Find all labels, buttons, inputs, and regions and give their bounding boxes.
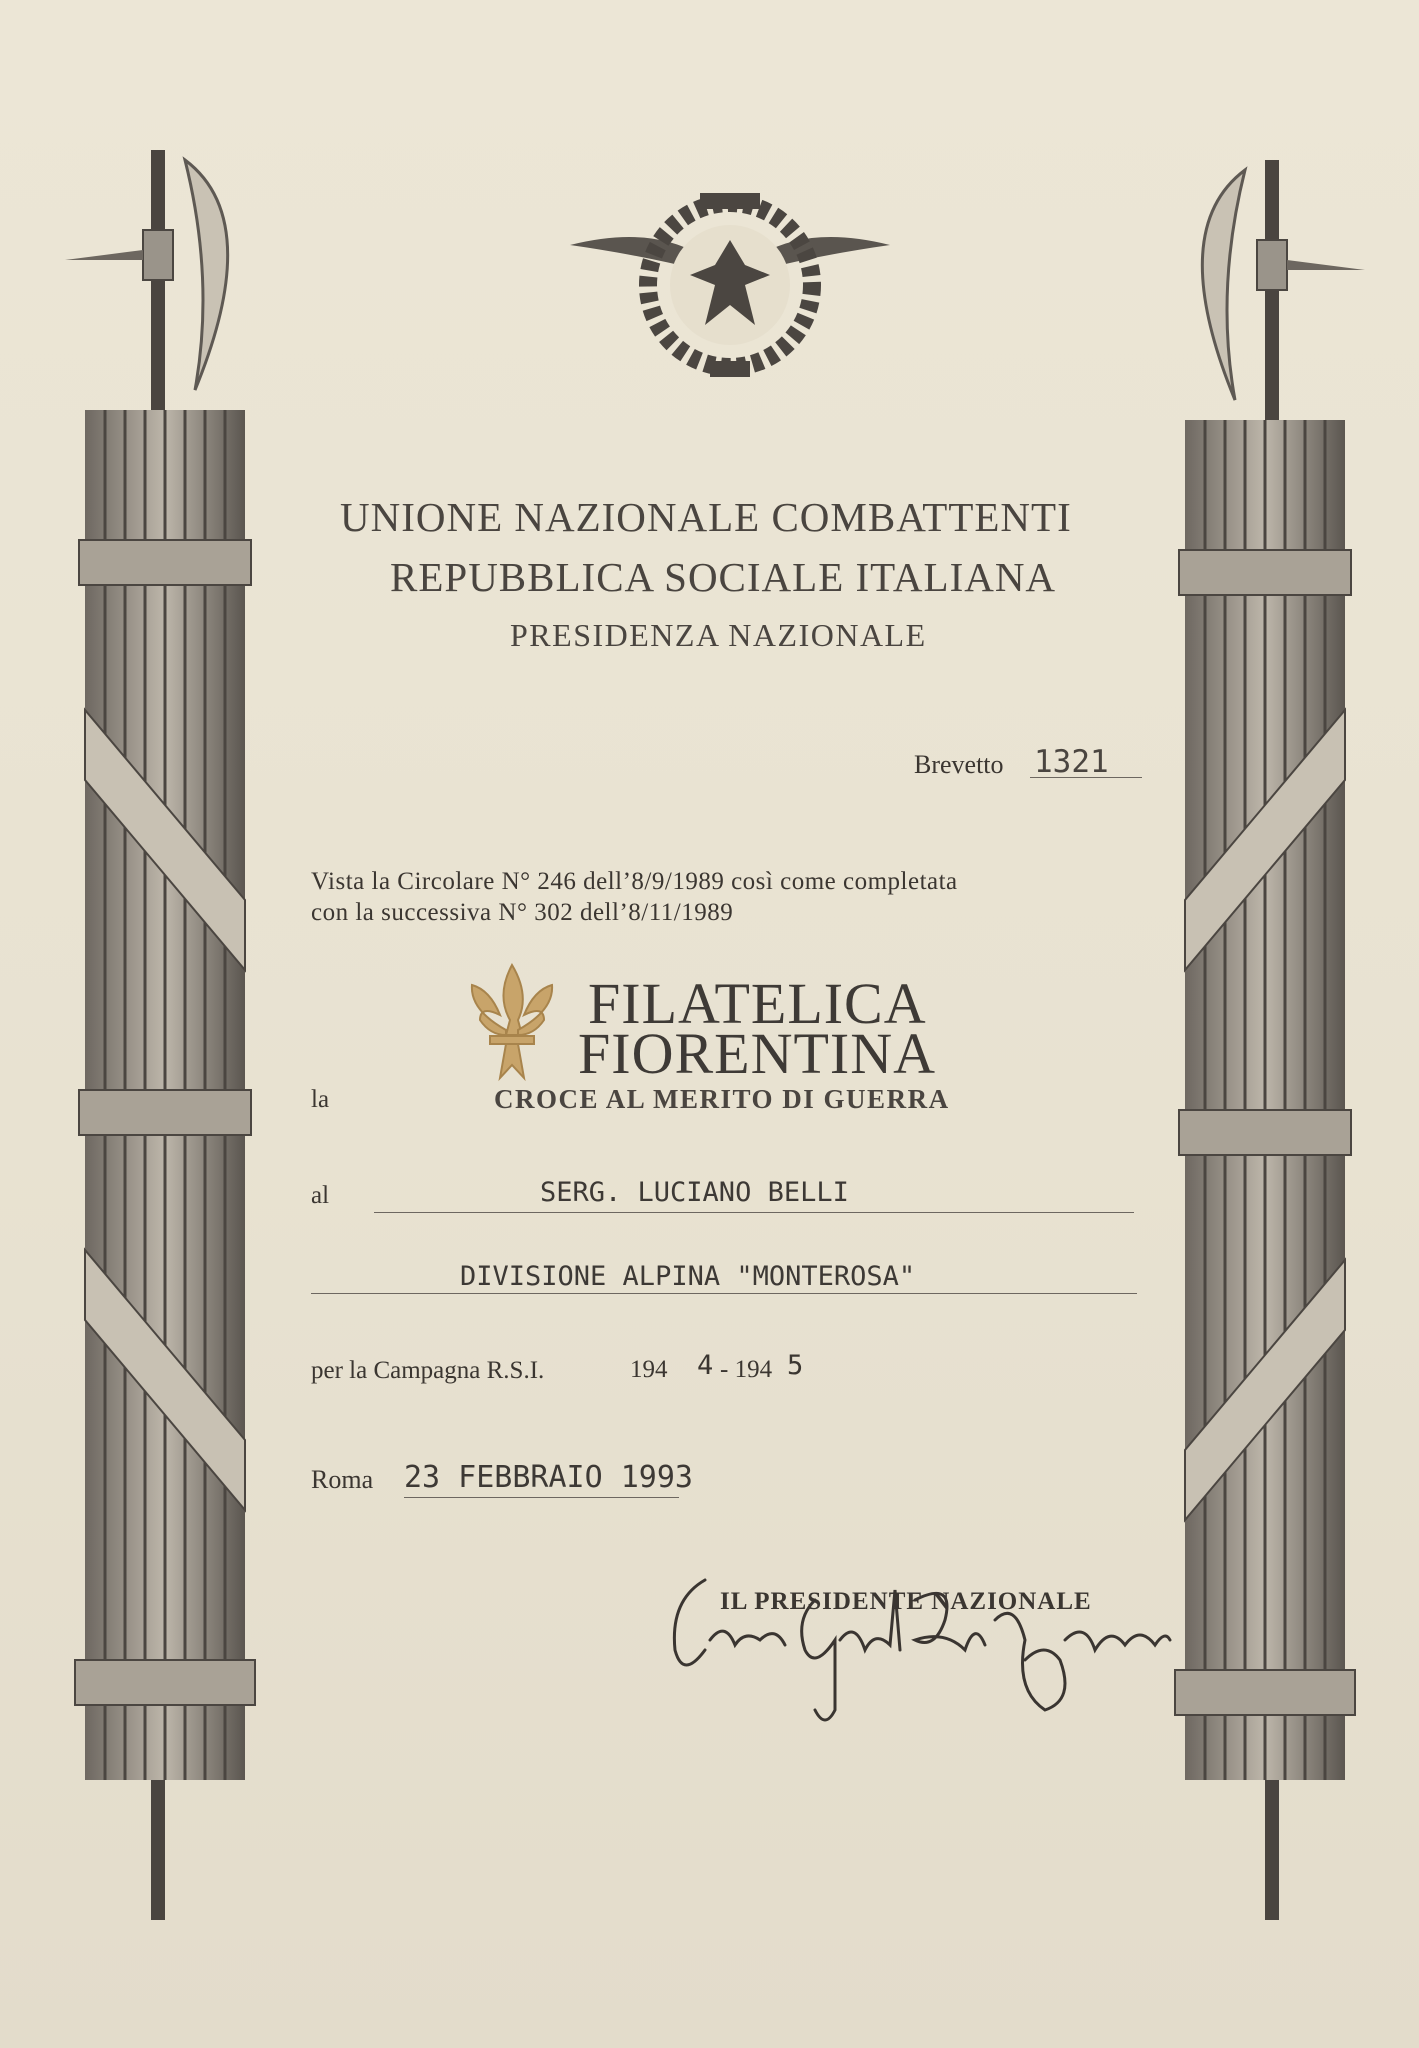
place-label: Roma bbox=[311, 1465, 374, 1494]
recipient-prefix: al bbox=[311, 1182, 330, 1209]
award-prefix: la bbox=[311, 1086, 330, 1113]
fasces-right-icon bbox=[1165, 150, 1365, 1930]
date-underline bbox=[404, 1497, 679, 1498]
recipient-unit: DIVISIONE ALPINA "MONTEROSA" bbox=[460, 1261, 916, 1292]
campaign-year1-written: 4 bbox=[697, 1350, 714, 1381]
brevetto-underline bbox=[1030, 777, 1142, 778]
eagle-emblem-icon bbox=[570, 185, 890, 385]
brevetto-number: 1321 bbox=[1034, 744, 1109, 780]
watermark-line-1: FILATELICA bbox=[588, 971, 927, 1036]
circolare-line-2: con la successiva N° 302 dell’8/11/1989 bbox=[311, 899, 734, 926]
watermark-line-2: FIORENTINA bbox=[578, 1021, 936, 1086]
signature-title: IL PRESIDENTE NAZIONALE bbox=[720, 1588, 1092, 1615]
campaign-text: per la Campagna R.S.I. bbox=[311, 1357, 545, 1384]
circolare-line-1: Vista la Circolare N° 246 dell’8/9/1989 così come completata bbox=[311, 868, 958, 895]
fasces-left-icon bbox=[65, 150, 265, 1930]
fleur-de-lis-icon bbox=[460, 960, 565, 1085]
recipient-name: SERG. LUCIANO BELLI bbox=[540, 1177, 849, 1208]
campaign-year1-printed: 194 bbox=[630, 1356, 668, 1383]
header-line-2: REPUBBLICA SOCIALE ITALIANA bbox=[390, 554, 1057, 600]
campaign-year2-written: 5 bbox=[787, 1350, 804, 1381]
campaign-year2-printed: - 194 bbox=[720, 1356, 773, 1383]
recipient-underline bbox=[374, 1212, 1134, 1213]
issue-date: 23 FEBBRAIO 1993 bbox=[404, 1460, 693, 1495]
unit-underline bbox=[311, 1293, 1137, 1294]
award-name: CROCE AL MERITO DI GUERRA bbox=[494, 1084, 950, 1114]
handwritten-signature bbox=[665, 1560, 1175, 1760]
brevetto-label: Brevetto bbox=[914, 750, 1004, 779]
header-line-3: PRESIDENZA NAZIONALE bbox=[510, 617, 927, 653]
header-line-1: UNIONE NAZIONALE COMBATTENTI bbox=[340, 494, 1072, 540]
